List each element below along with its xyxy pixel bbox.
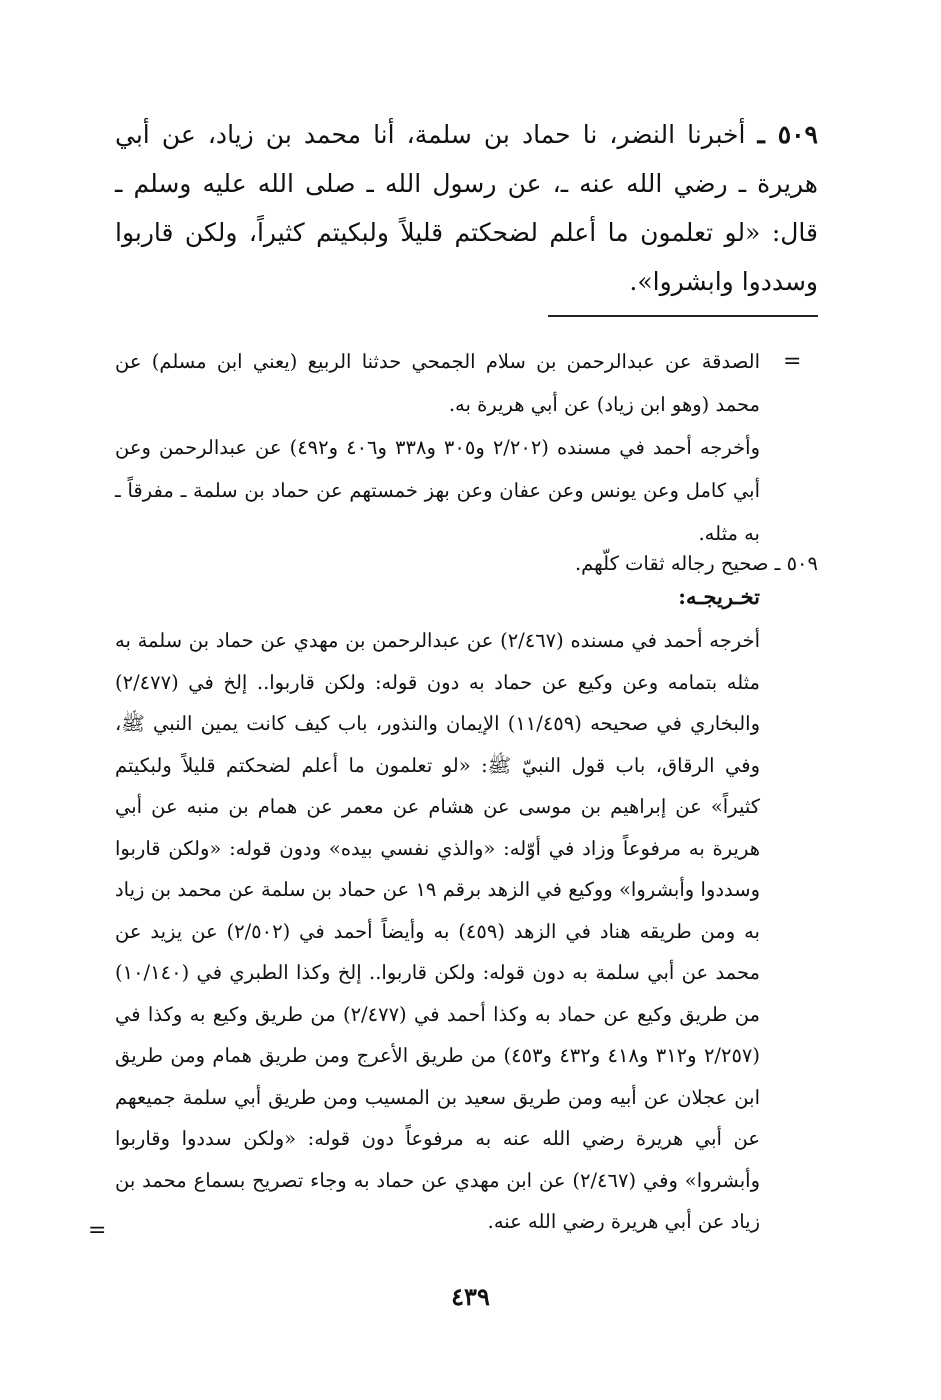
hadith-body: أخبرنا النضر، نا حماد بن سلمة، أنا محمد بن زياد، عن أبي هريرة ـ رضي الله عنه ـ، عن رسول الله ـ صلى الله عليه وسلم ـ قال: «لو تعلمون ما أعلم لضحكتم قليلاً ولبكيتم كثيراً، ولكن قاربوا وسددوا وابشروا». [115, 120, 818, 296]
footnote-paragraph-2: وأخرجه أحمد في مسنده (٢/٢٠٢ و٣٠٥ و٣٣٨ و٤٠٦ و٤٩٢) عن عبدالرحمن وعن أبي كامل وعن يونس وعن عفان وعن بهز خمستهم عن حماد بن سلمة ـ مفرقاً ـ به مثله. [115, 436, 761, 545]
hadith-number: ٥٠٩ ـ [757, 120, 818, 149]
footnote-continuation-mark: = [783, 349, 802, 374]
bottom-continuation-mark: = [88, 1218, 107, 1243]
takhrij-heading: تخـريجـه: [678, 584, 760, 609]
hadith-grading: ٥٠٩ ـ صحيح رجاله ثقات كلّهم. [574, 552, 818, 575]
footnote-paragraph-1: الصدقة عن عبدالرحمن بن سلام الجمحي حدثنا الربيع (يعني ابن مسلم) عن محمد (وهو ابن زياد) عن أبي هريرة به. [115, 350, 760, 416]
main-hadith-text [115, 110, 818, 306]
takhrij-body [115, 620, 760, 1243]
page-number: ٤٣٩ [451, 1282, 490, 1311]
footnotes-block [115, 340, 760, 555]
takhrij-paragraph: أخرجه أحمد في مسنده (٢/٤٦٧) عن عبدالرحمن بن مهدي عن حماد بن سلمة به مثله بتمامه وعن وكيع عن حماد به دون قوله: ولكن قاربوا.. إلخ في (٢/٤٧٧) والبخاري في صحيحه (١١/٤٥٩) الإيمان والنذور، باب كيف كانت يمين النبي ﷺ، وفي الرقاق، باب قول النبيّ ﷺ: «لو تعلمون ما أعلم لضحكتم قليلاً ولبكيتم كثيراً» عن إبراهيم بن موسى عن هشام عن معمر عن همام بن منبه عن أبي هريرة به مرفوعاً وزاد في أوّله: «والذي نفسي بيده» ودون قوله: «ولكن قاربوا وسددوا وأبشروا» ووكيع في الزهد برقم ١٩ عن حماد بن سلمة عن محمد بن زياد به ومن طريقه هناد في الزهد (٤٥٩) به وأيضاً أحمد في (٢/٥٠٢) عن يزيد عن محمد عن أبي سلمة به دون قوله: ولكن قاربوا.. إلخ وكذا الطبري في (١٠/١٤٠) من طريق وكيع عن حماد به وكذا أحمد في (٢/٤٧٧) من طريق وكيع به وكذا في (٢/٢٥٧ و٣١٢ و٤١٨ و٤٣٢ و٤٥٣) من طريق الأعرج ومن طريق همام ومن طريق ابن عجلان عن أبيه ومن طريق سعيد بن المسيب ومن طريق أبي سلمة جميعهم عن أبي هريرة رضي الله عنه به مرفوعاً دون قوله: «ولكن سددوا وقاربوا وأبشروا» وفي (٢/٤٦٧) عن ابن مهدي عن حماد به وجاء تصريح بسماع محمد بن زياد عن أبي هريرة رضي الله عنه. [115, 629, 761, 1233]
footnote-separator [548, 315, 818, 317]
